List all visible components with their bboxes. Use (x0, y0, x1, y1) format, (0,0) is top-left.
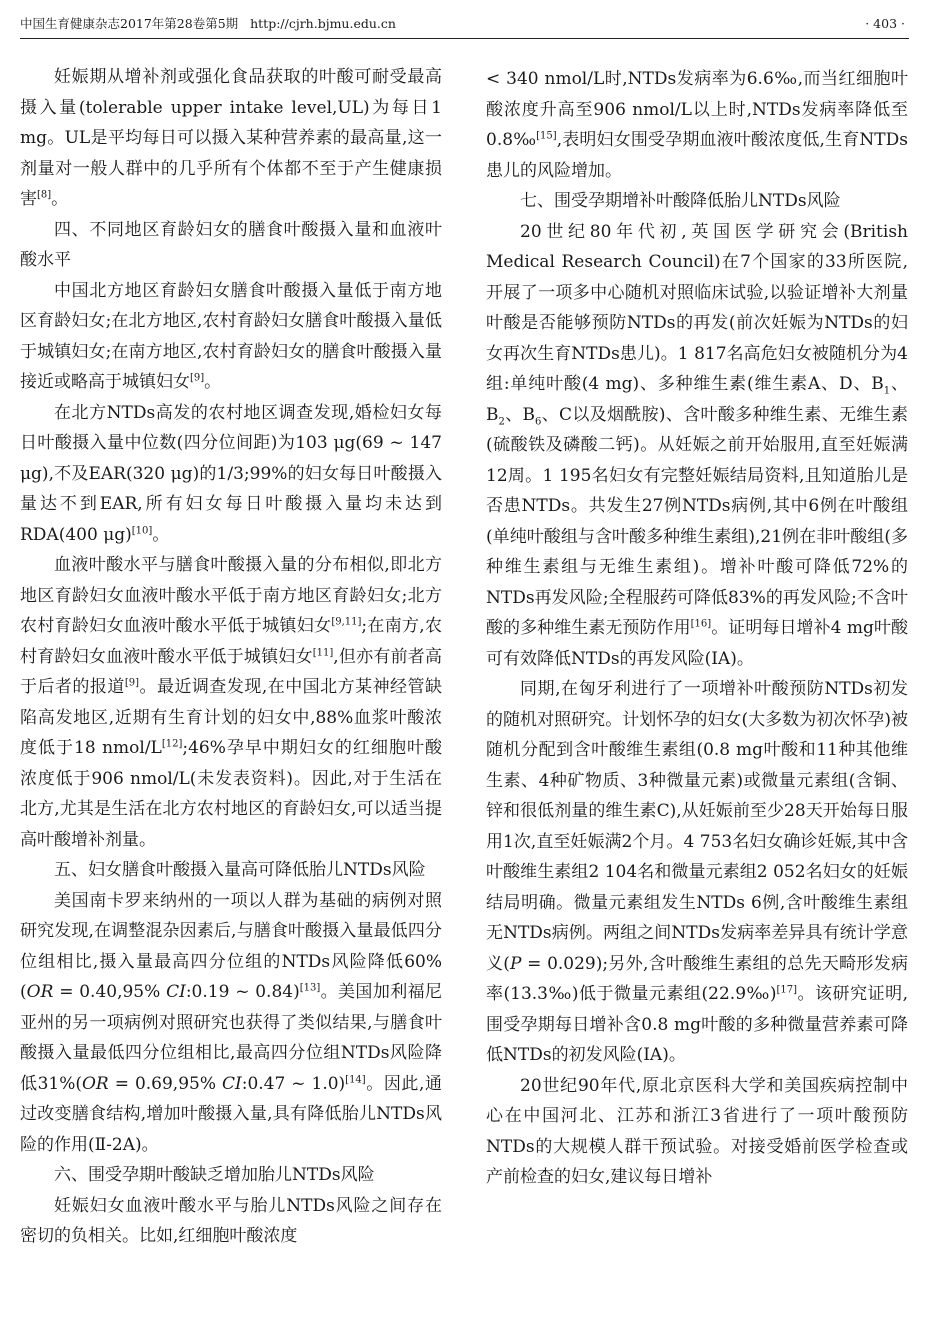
paragraph-blood-folate: 血液叶酸水平与膳食叶酸摄入量的分布相似,即北方地区育龄妇女血液叶酸水平低于南方地区育龄妇女;北方农村育龄妇女血液叶酸水平低于城镇妇女[9,11];在南方,农村育龄妇女血液叶酸水平低于城镇妇女[11],但亦有前者高于后者的报道[9]。最近调查发现,在中国北方某神经管缺陷高发地区,近期有生育计划的妇女中,88%血浆叶酸浓度低于18 nmol/L[12];46%孕早中期妇女的红细胞叶酸浓度低于906 nmol/L(未发表资料)。因此,对于生活在北方,尤其是生活在北方农村地区的育龄妇女,可以适当提高叶酸增补剂量。 (20, 555, 443, 850)
journal-name: 中国生育健康杂志2017年第28卷第5期 (20, 16, 239, 31)
paragraph-deficiency-cont: < 340 nmol/L时,NTDs发病率为6.6‰,而当红细胞叶酸浓度升高至906 nmol/L以上时,NTDs发病率降低至0.8‰[15],表明妇女围受孕期血液叶酸浓度低,生育NTDs患儿的风险增加。 (486, 69, 908, 181)
citation[interactable]: [11] (312, 646, 334, 658)
citation[interactable]: [9] (124, 677, 140, 689)
paragraph-northern-survey: 在北方NTDs高发的农村地区调查发现,婚检妇女每日叶酸摄入量中位数(四分位间距)为103 μg(69 ~ 147 μg),不及EAR(320 μg)的1/3;99%的妇女每日叶酸摄入量达不到EAR,所有妇女每日叶酸摄入量均未达到RDA(400 μg)[10]。 (20, 402, 442, 545)
citation[interactable]: [8] (37, 189, 52, 201)
running-header (20, 12, 909, 39)
paragraph-china-trial: 20世纪90年代,原北京医科大学和美国疾病控制中心在中国河北、江苏和浙江3省进行了一项叶酸预防NTDs的大规模人群干预试验。对接受婚前医学检查或产前检查的妇女,建议每日增补 (486, 1075, 908, 1187)
left-column (20, 62, 442, 1252)
citation[interactable]: [16] (690, 618, 712, 630)
citation[interactable]: [14] (345, 1073, 366, 1085)
paragraph-mrc-trial: 20世纪80年代初,英国医学研究会(British Medical Research Council)在7个国家的33所医院,开展了一项多中心随机对照临床试验,以验证增补大剂量叶酸是否能够预防NTDs的再发(前次妊娠为NTDs的妇女再次生育NTDs患儿)。1 817名高危妇女被随机分为4组:单纯叶酸(4 mg)、多种维生素(维生素A、D、$B_1$、$B_2$、$B_6$、C以及烟酰胺)、含叶酸多种维生素、无维生素(硫酸铁及磷酸二钙)。从妊娠之前开始服用,直至妊娠满12周。1 195名妇女有完整妊娠结局资料,且知道胎儿是否患NTDs。共发生27例NTDs病例,其中6例在叶酸组(单纯叶酸组与含叶酸多种维生素组),21例在非叶酸组(多种维生素组与无维生素组)。增补叶酸可降低72%的NTDs再发风险;全程服药可降低83%的再发风险;不含叶酸的多种维生素无预防作用[16]。证明每日增补4 mg叶酸可有效降低NTDs的再发风险(IA)。 (486, 221, 909, 669)
citation[interactable]: [13] (299, 982, 321, 994)
citation[interactable]: [9] (190, 372, 205, 384)
page-number: · 403 · (865, 16, 905, 31)
citation[interactable]: [10] (131, 524, 153, 536)
paragraph-ul: 妊娠期从增补剂或强化食品获取的叶酸可耐受最高摄入量(tolerable upper intake level,UL)为每日1 mg。UL是平均每日可以摄入某种营养素的最高量,这一剂量对一般人群中的几乎所有个体都不至于产生健康损害[8]。 (20, 67, 442, 209)
citation[interactable]: [15] (536, 130, 557, 142)
section-heading-7: 七、围受孕期增补叶酸降低胎儿NTDs风险 (520, 191, 841, 211)
section-heading-5: 五、妇女膳食叶酸摄入量高可降低胎儿NTDs风险 (54, 860, 426, 880)
paragraph-dietary-intake-studies: 美国南卡罗来纳州的一项以人群为基础的病例对照研究发现,在调整混杂因素后,与膳食叶酸摄入量最低四分位组相比,摄入量最高四分位组的NTDs风险降低60%(OR = 0.40,95% CI:0.19 ~ 0.84)[13]。美国加利福尼亚州的另一项病例对照研究也获得了类似结果,与膳食叶酸摄入量最低四分位组相比,最高四分位组NTDs风险降低31%(OR = 0.69,95% CI:0.47 ~ 1.0)[14]。因此,通过改变膳食结构,增加叶酸摄入量,具有降低胎儿NTDs风险的作用(Ⅱ-2A)。 (20, 890, 443, 1155)
citation[interactable]: [12] (161, 738, 183, 750)
paragraph-hungary-trial: 同期,在匈牙利进行了一项增补叶酸预防NTDs初发的随机对照研究。计划怀孕的妇女(大多数为初次怀孕)被随机分配到含叶酸维生素组(0.8 mg叶酸和11种其他维生素、4种矿物质、3种微量元素)或微量元素组(含铜、锌和很低剂量的维生素C),从妊娠前至少28天开始每日服用1次,直至妊娠满2个月。4 753名妇女确诊妊娠,其中含叶酸维生素组2 104名和微量元素组2 052名妇女的妊娠结局明确。微量元素组发生NTDs 6例,含叶酸维生素组无NTDs病例。两组之间NTDs发病率差异具有统计学意义(P = 0.029);另外,含叶酸维生素组的总先天畸形发病率(13.3‰)低于微量元素组(22.9‰)[17]。该研究证明,围受孕期每日增补含0.8 mg叶酸的多种微量营养素可降低NTDs的初发风险(IA)。 (486, 679, 909, 1065)
section-heading-4: 四、不同地区育龄妇女的膳食叶酸摄入量和血液叶酸水平 (20, 219, 442, 270)
paragraph-deficiency: 妊娠妇女血液叶酸水平与胎儿NTDs风险之间存在密切的负相关。比如,红细胞叶酸浓度 (20, 1195, 442, 1246)
journal-info (20, 12, 396, 36)
citation[interactable]: [17] (776, 984, 798, 996)
right-column (486, 64, 908, 1193)
section-heading-6: 六、围受孕期叶酸缺乏增加胎儿NTDs风险 (54, 1165, 375, 1185)
paragraph-regional-intake: 中国北方地区育龄妇女膳食叶酸摄入量低于南方地区育龄妇女;在北方地区,农村育龄妇女膳食叶酸摄入量低于城镇妇女;在南方地区,农村育龄妇女的膳食叶酸摄入量接近或略高于城镇妇女[9]。 (20, 280, 442, 392)
citation[interactable]: [9,11] (331, 616, 362, 628)
journal-url[interactable]: http://cjrh.bjmu.edu.cn (250, 16, 396, 31)
